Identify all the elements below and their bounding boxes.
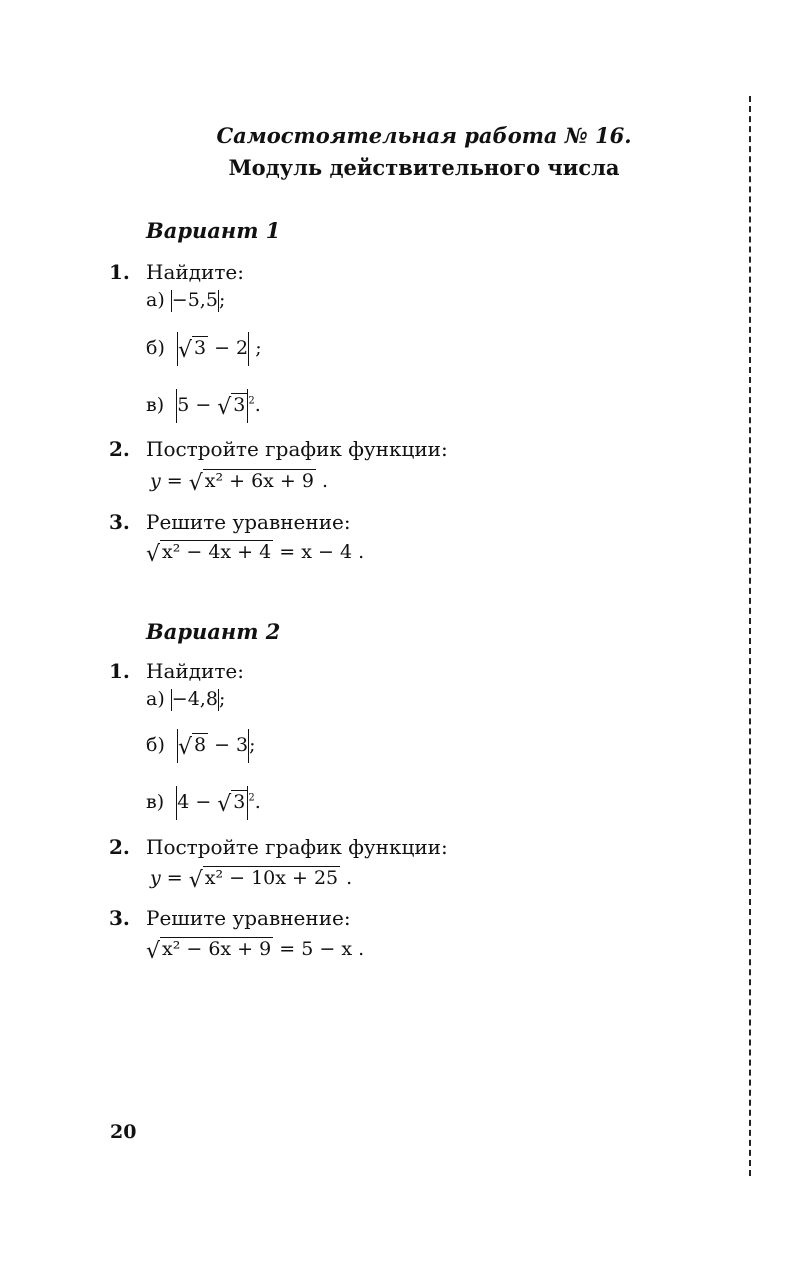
v1-task2-number: 2. xyxy=(109,437,130,461)
v2-task3-equation: √ x² − 6x + 9 = 5 − x . xyxy=(146,938,365,964)
v1-task3-equation: √ x² − 4x + 4 = x − 4 . xyxy=(146,541,365,567)
v1-task1-b: б) √ 3 − 2 ; xyxy=(146,332,262,366)
v1-task3-number: 3. xyxy=(109,510,130,534)
worksheet-subtitle: Модуль действительного числа xyxy=(228,155,620,180)
v1-task1-text: Найдите: xyxy=(146,260,244,284)
v2-task1-text: Найдите: xyxy=(146,659,244,683)
v1-task1-number: 1. xyxy=(109,260,130,284)
v1-task3-text: Решите уравнение: xyxy=(146,510,351,534)
v1-task1-c: в) 5 − √ 3 $^2$. xyxy=(146,389,261,423)
cut-line xyxy=(749,96,751,1176)
variant-1-heading: Вариант 1 xyxy=(146,218,281,243)
v1-task2-formula: y = √ x² + 6x + 9 . xyxy=(150,470,329,496)
v2-task3-text: Решите уравнение: xyxy=(146,906,351,930)
v2-task2-number: 2. xyxy=(109,835,130,859)
v2-task1-c: в) 4 − √ 3 $^2$. xyxy=(146,786,261,820)
worksheet-title: Самостоятельная работа № 16. xyxy=(216,123,632,148)
v1-task2-text: Постройте график функции: xyxy=(146,437,448,461)
v2-task1-number: 1. xyxy=(109,659,130,683)
v2-task1-b: б) √ 8 − 3; xyxy=(146,729,256,763)
v2-task2-text: Постройте график функции: xyxy=(146,835,448,859)
page-number: 20 xyxy=(110,1121,137,1143)
v2-task1-a: а) −4,8; xyxy=(146,688,226,710)
v1-task1-a: а) −5,5; xyxy=(146,289,226,311)
v2-task2-formula: y = √ x² − 10x + 25 . xyxy=(150,867,353,893)
v2-task3-number: 3. xyxy=(109,906,130,930)
variant-2-heading: Вариант 2 xyxy=(146,619,281,644)
